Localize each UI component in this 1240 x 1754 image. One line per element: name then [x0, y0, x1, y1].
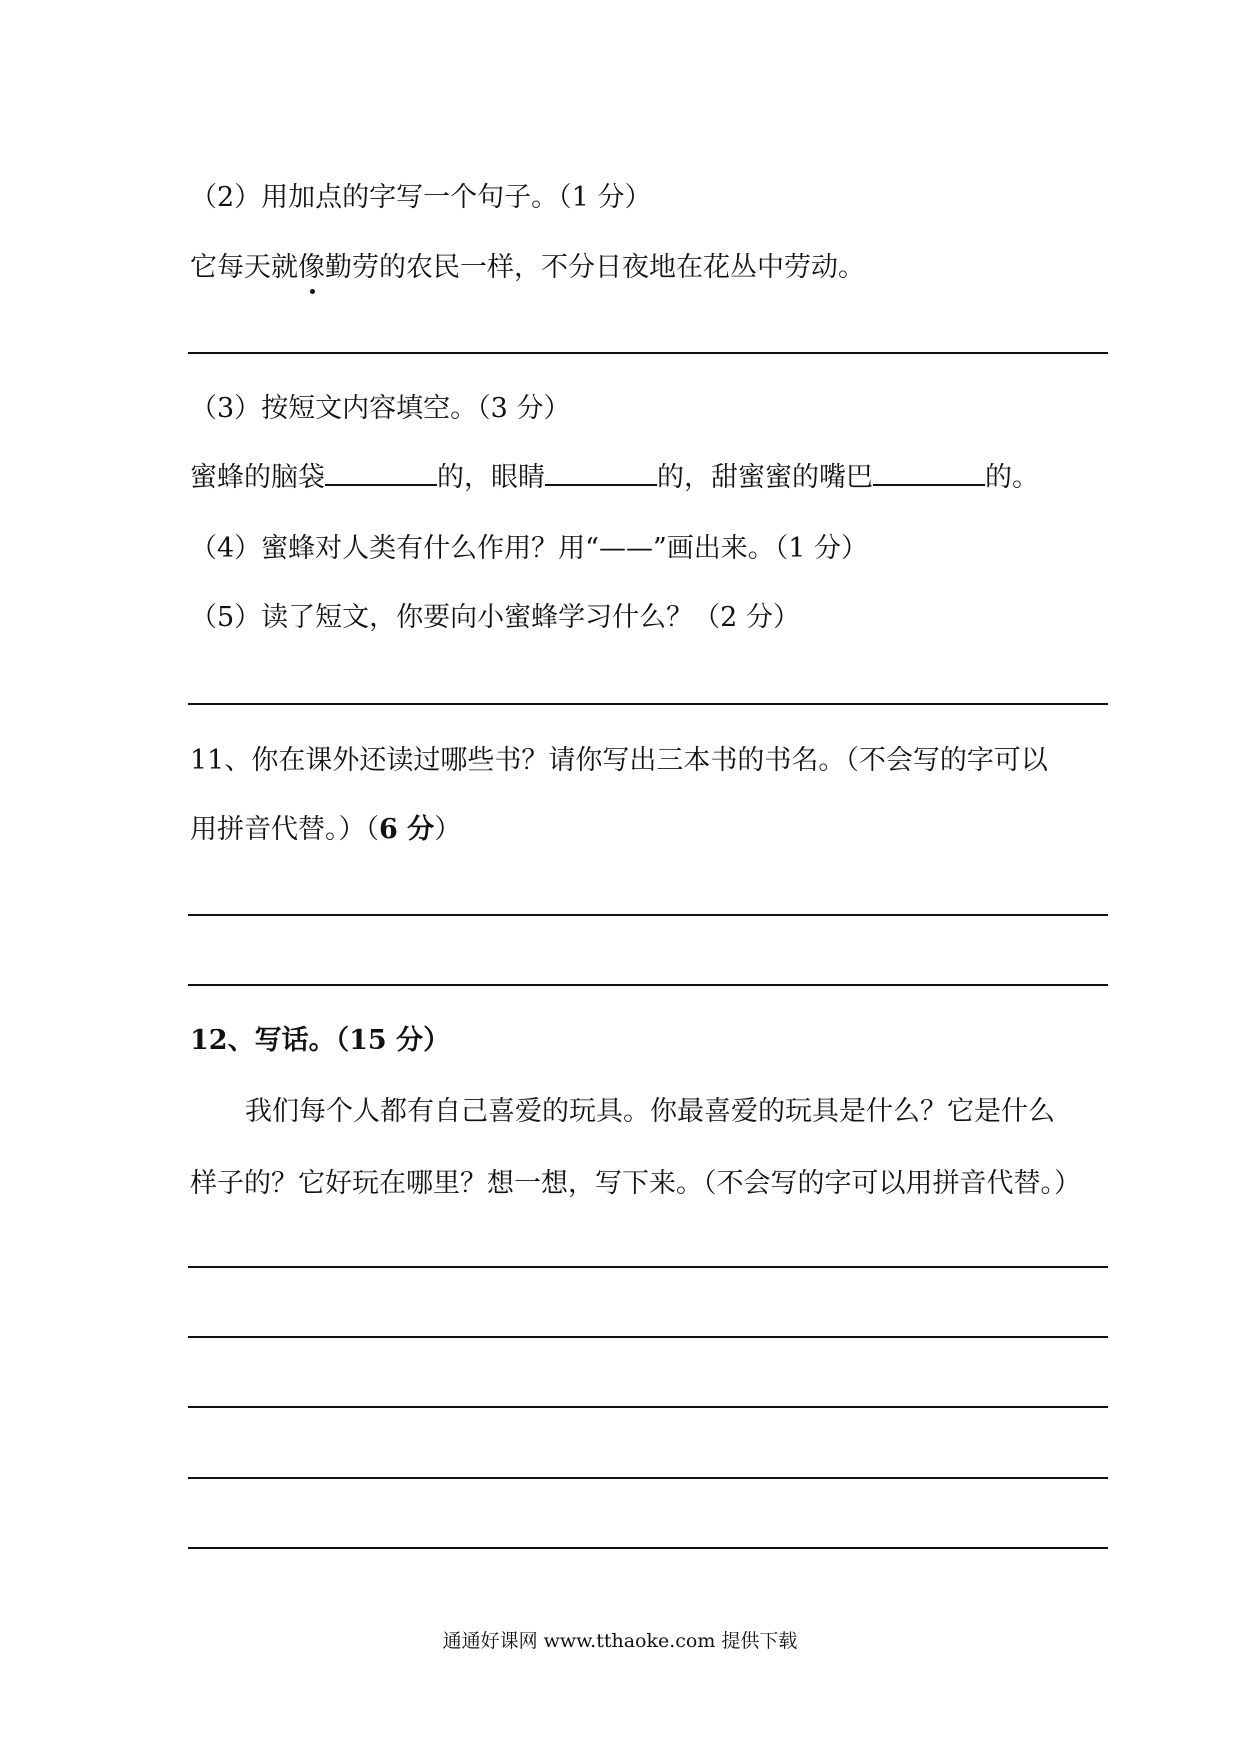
q12-score: 15 分 [349, 1025, 424, 1056]
fill-text-4: 的。 [985, 462, 1039, 493]
sentence-text-before: 它每天就 [190, 252, 298, 283]
answer-line-q11-2[interactable] [188, 984, 1108, 986]
q11-close: ） [434, 814, 462, 845]
fill-blank-3[interactable] [873, 462, 985, 486]
writing-line-3[interactable] [188, 1406, 1108, 1408]
fill-text-3: 的，甜蜜蜜的嘴巴 [657, 462, 873, 493]
fill-blank-2[interactable] [545, 462, 657, 486]
q10-sub4-title: （4）蜜蜂对人类有什么作用？用“——”画出来。（1 分） [190, 533, 869, 564]
writing-line-5[interactable] [188, 1547, 1108, 1549]
writing-line-1[interactable] [188, 1266, 1108, 1268]
q12-title [190, 1025, 450, 1057]
q11-line1: 11、你在课外还读过哪些书？请你写出三本书的书名。（不会写的字可以 [190, 745, 1048, 776]
q12-prompt-line1: 我们每个人都有自己喜爱的玩具。你最喜爱的玩具是什么？它是什么 [245, 1096, 1055, 1127]
emphasis-dot-icon [310, 289, 315, 294]
q10-sub2-title: （2）用加点的字写一个句子。（1 分） [190, 182, 652, 213]
fill-text-2: 的，眼睛 [437, 462, 545, 493]
q10-sub5-title: （5）读了短文，你要向小蜜蜂学习什么？（2 分） [190, 602, 800, 633]
q10-sub3-title: （3）按短文内容填空。（3 分） [190, 393, 571, 424]
q10-sub3-fill-sentence [190, 462, 1039, 494]
fill-text-1: 蜜蜂的脑袋 [190, 462, 325, 493]
sentence-text-after: 勤劳的农民一样，不分日夜地在花丛中劳动。 [325, 252, 865, 283]
answer-line-sub2[interactable] [188, 352, 1108, 354]
writing-line-2[interactable] [188, 1336, 1108, 1338]
q12-prompt-line2: 样子的？它好玩在哪里？想一想，写下来。（不会写的字可以用拼音代替。） [190, 1168, 1081, 1199]
q11-score: 6 分 [379, 814, 435, 845]
writing-line-4[interactable] [188, 1477, 1108, 1479]
q11-line2-text: 用拼音代替。）（ [190, 814, 379, 845]
answer-line-sub5[interactable] [188, 703, 1108, 705]
q11-line2 [190, 814, 461, 846]
q12-title-text: 12、写话。（ [190, 1025, 350, 1056]
q12-close: ） [423, 1025, 451, 1056]
fill-blank-1[interactable] [325, 462, 437, 486]
q10-sub2-sentence [190, 252, 865, 284]
footer-download-note: 通通好课网 www.tthaoke.com 提供下载 [442, 1630, 798, 1652]
dotted-character: 像 [298, 252, 325, 284]
answer-line-q11-1[interactable] [188, 914, 1108, 916]
